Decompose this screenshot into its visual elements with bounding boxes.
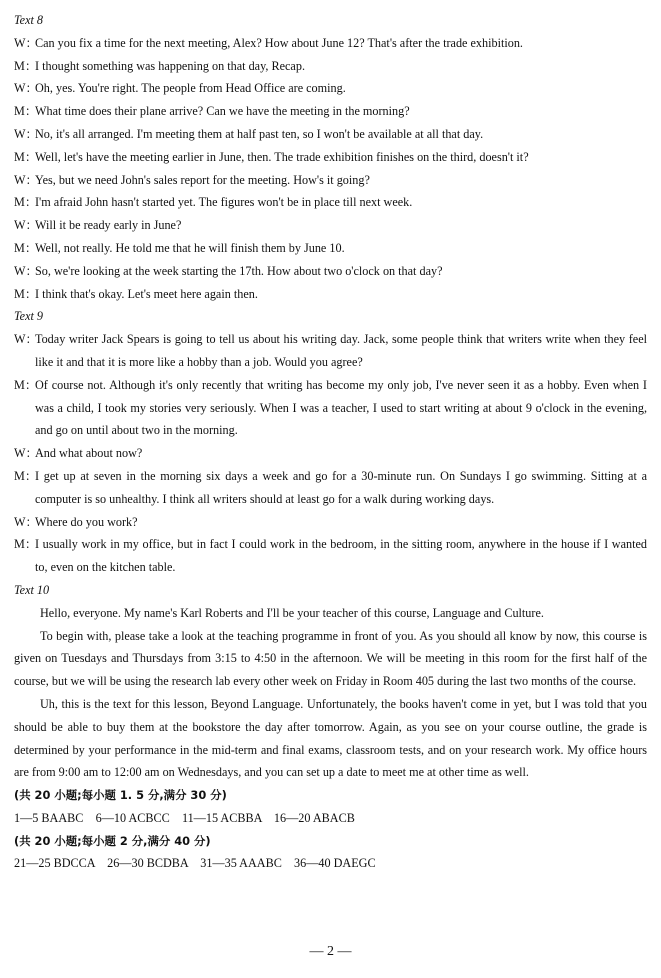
document-body (14, 9, 647, 875)
speaker-label: W： (14, 263, 38, 278)
answer-key-2: 21—25 BDCCA 26—30 BCDBA 31—35 AAABC 36—40 DAEGC (14, 856, 376, 871)
paragraph: To begin with, please take a look at the teaching programme in front of you. As you should all know by now, this course is given on Tuesdays and Thursdays from 3:15 to 4:50 in the afternoon. We will be meeting in this room for the first half of the course, but we will be using the research lab every other week on Friday in Room 405 during the last two months of the course. (14, 628, 647, 689)
answer-key-1: 1—5 BAABC 6—10 ACBCC 11—15 ACBBA 16—20 ABACB (14, 810, 355, 825)
speaker-label: M： (14, 468, 38, 483)
speaker-text: Oh, yes. You're right. The people from Head Office are coming. (35, 81, 346, 96)
page-number: — 2 — (309, 944, 352, 959)
speaker-label: M： (14, 195, 38, 210)
speaker-label: M： (14, 537, 38, 552)
speaker-label: W： (14, 446, 38, 461)
speaker-label: M： (14, 104, 38, 119)
answer-heading-1: (共 20 小题;每小题 1. 5 分,满分 30 分) (14, 788, 227, 803)
dialogue-turn (14, 283, 647, 306)
speaker-label: W： (14, 514, 38, 529)
dialogue-turn (14, 100, 647, 123)
text8-title: Text 8 (14, 13, 44, 27)
speaker-label: W： (14, 35, 38, 50)
dialogue-turn (14, 191, 647, 214)
dialogue-turn (14, 328, 647, 374)
dialogue-turn (14, 77, 647, 100)
speaker-text: I'm afraid John hasn't started yet. The figures won't be in place till next week. (35, 195, 413, 210)
dialogue-turn (14, 32, 647, 55)
speaker-text: Well, not really. He told me that he will finish them by June 10. (35, 240, 345, 255)
speaker-text: I thought something was happening on that day, Recap. (35, 58, 305, 73)
dialogue-turn (14, 374, 647, 442)
text9-title: Text 9 (14, 309, 44, 324)
text10-title: Text 10 (14, 582, 50, 597)
dialogue-turn (14, 533, 647, 579)
speaker-label: W： (14, 332, 38, 347)
speaker-text: Of course not. Although it's only recently that writing has become my only job, I've never seen it as a hobby. Even when I was a child, I took my stories very seriously. When I was a teacher, I used to start writing at about 9 o'clock in the evening, and go on until about two in the morning. (35, 377, 647, 438)
dialogue-turn (14, 123, 647, 146)
speaker-label: W： (14, 81, 38, 96)
speaker-text: Today writer Jack Spears is going to tell us about his writing day. Jack, some people think that writers write when they feel like it and that it is more like a hobby than a job. Would you agree? (35, 332, 647, 369)
speaker-text: Well, let's have the meeting earlier in June, then. The trade exhibition finishes on the third, doesn't it? (35, 149, 529, 164)
text9-dialogue (14, 328, 647, 579)
speaker-text: And what about now? (35, 446, 143, 461)
dialogue-turn (14, 442, 647, 465)
speaker-text: What time does their plane arrive? Can we have the meeting in the morning? (35, 104, 410, 119)
dialogue-turn (14, 511, 647, 534)
speaker-text: I get up at seven in the morning six days a week and go for a 30-minute run. On Sundays I go swimming. Sitting at a computer is so unhealthy. I think all writers should at least go for a walk during working days. (35, 468, 647, 506)
speaker-text: Will it be ready early in June? (35, 218, 182, 233)
speaker-text: No, it's all arranged. I'm meeting them at half past ten, so I won't be available at all that day. (35, 126, 484, 141)
speaker-label: W： (14, 172, 38, 187)
text10-monologue (14, 602, 647, 784)
speaker-text: So, we're looking at the week starting the 17th. How about two o'clock on that day? (35, 263, 443, 278)
dialogue-turn (14, 169, 647, 192)
text8-dialogue (14, 32, 647, 306)
speaker-text: Can you fix a time for the next meeting, Alex? How about June 12? That's after the trade exhibition. (35, 35, 523, 50)
paragraph: Hello, everyone. My name's Karl Roberts and I'll be your teacher of this course, Language and Culture. (40, 605, 544, 620)
dialogue-turn (14, 237, 647, 260)
answer-heading-2: (共 20 小题;每小题 2 分,满分 40 分) (14, 833, 211, 848)
speaker-label: M： (14, 149, 38, 164)
speaker-label: M： (14, 286, 38, 301)
speaker-text: I usually work in my office, but in fact I could work in the bedroom, in the sitting room, anywhere in the house if I wanted to, even on the kitchen table. (35, 537, 647, 575)
speaker-text: I think that's okay. Let's meet here again then. (35, 286, 258, 301)
dialogue-turn (14, 214, 647, 237)
dialogue-turn (14, 260, 647, 283)
speaker-label: M： (14, 240, 38, 255)
paragraph: Uh, this is the text for this lesson, Beyond Language. Unfortunately, the books haven't come in yet, but I was told that you should be able to buy them at the bookstore the day after tomorrow. Again, as you see on your course outline, the grade is determined by your performance in the mid-term and final exams, classroom tests, and on your research work. My office hours are from 9:00 am to 12:00 am on Wednesdays, and you can set up a date to meet me at other time as well. (14, 696, 647, 780)
speaker-label: W： (14, 126, 38, 141)
speaker-label: W： (14, 218, 38, 233)
speaker-label: M： (14, 58, 38, 73)
dialogue-turn (14, 146, 647, 169)
speaker-label: M： (14, 377, 38, 392)
dialogue-turn (14, 55, 647, 78)
speaker-text: Yes, but we need John's sales report for the meeting. How's it going? (35, 172, 370, 187)
dialogue-turn (14, 465, 647, 511)
speaker-text: Where do you work? (35, 514, 138, 529)
